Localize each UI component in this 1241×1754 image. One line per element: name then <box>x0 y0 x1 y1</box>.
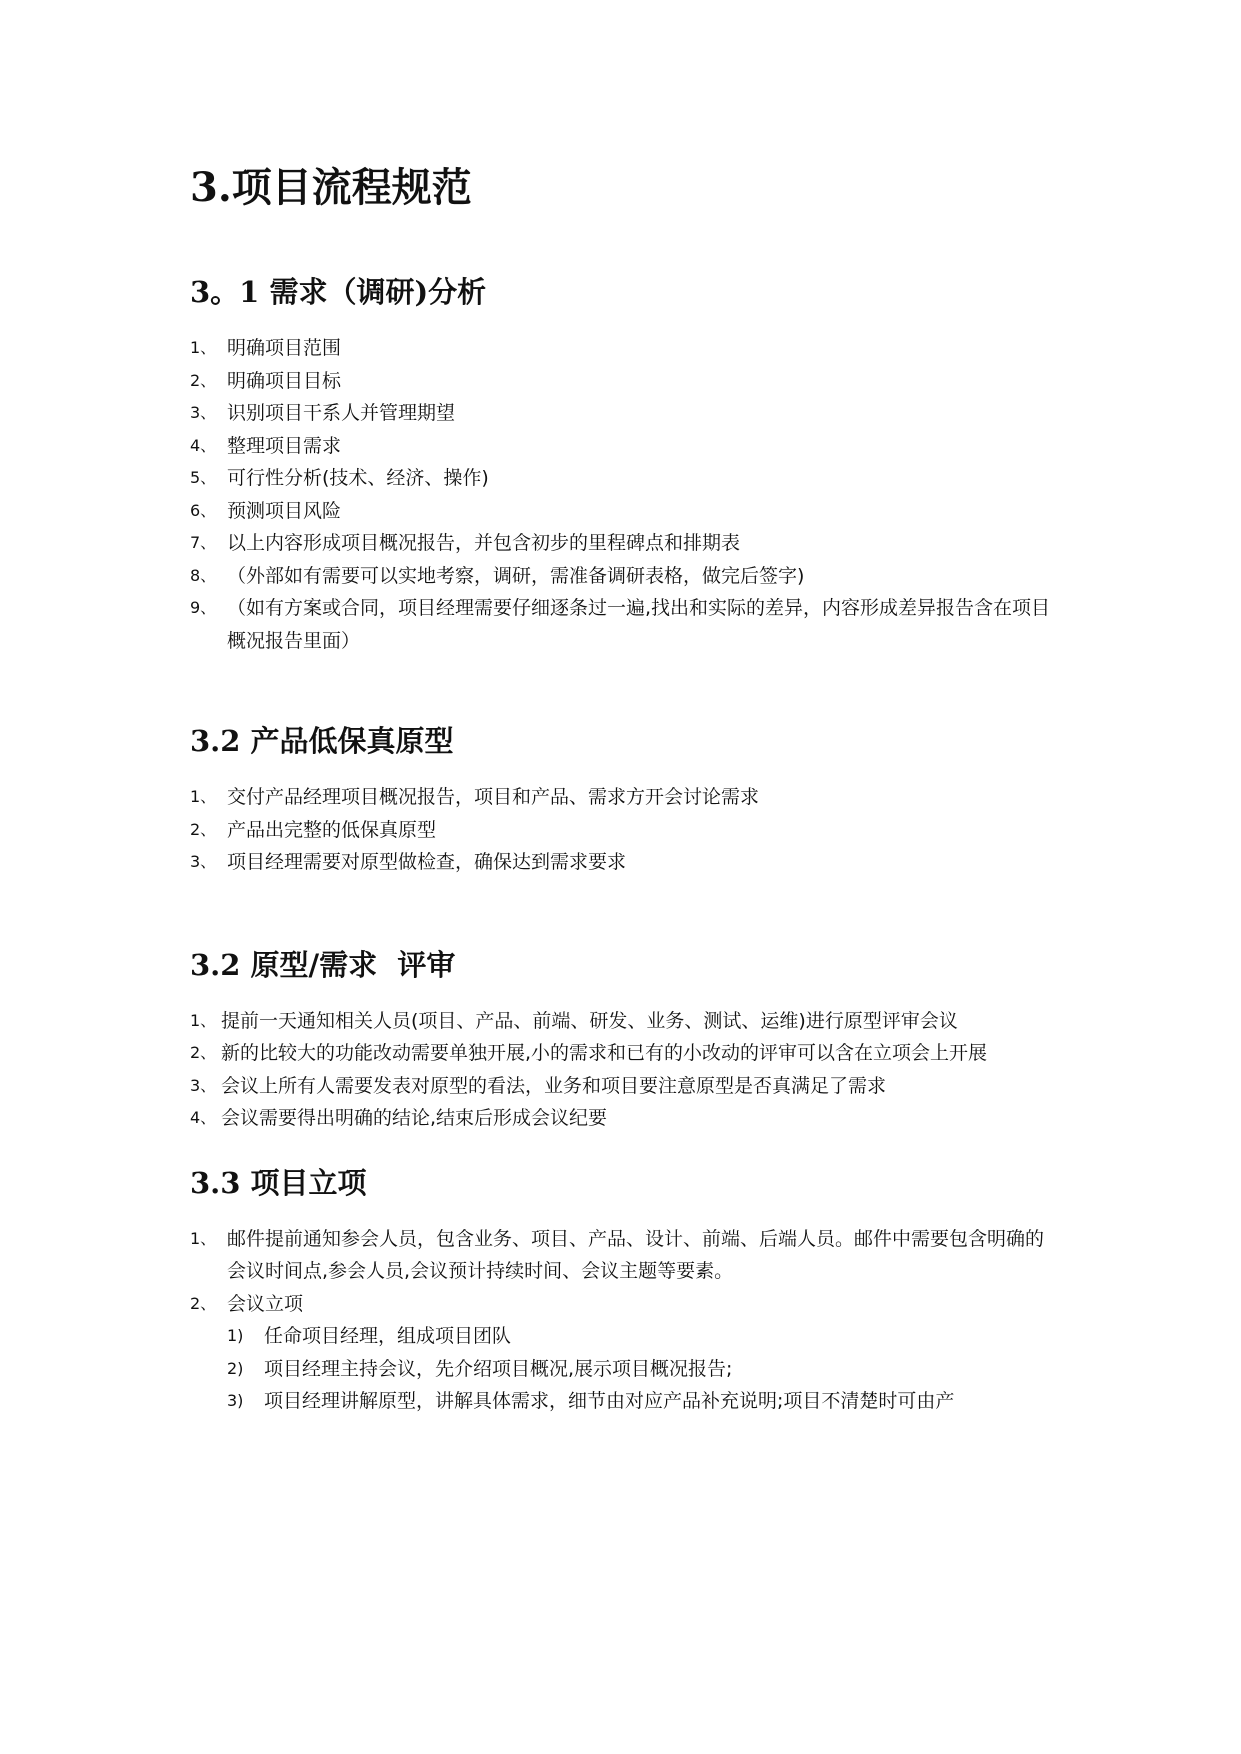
list-item <box>190 495 1060 528</box>
item-number: 2、 <box>190 370 217 390</box>
item-text: 整理项目需求 <box>227 434 342 457</box>
document-title: 3.项目流程规范 <box>190 164 472 211</box>
item-number: 3、 <box>190 1075 217 1095</box>
item-text: 会议立项 <box>227 1292 304 1315</box>
list-item <box>190 1288 1060 1321</box>
document-page <box>190 160 1060 1418</box>
item-text: 交付产品经理项目概况报告，项目和产品、需求方开会讨论需求 <box>227 786 760 808</box>
initiation-list <box>190 1223 1060 1418</box>
item-number: 1、 <box>190 1010 217 1030</box>
item-text: 明确项目范围 <box>227 337 342 359</box>
item-number: 1、 <box>190 787 217 806</box>
item-number: 8、 <box>190 565 217 585</box>
item-number: 4、 <box>190 435 217 455</box>
item-text: 项目经理需要对原型做检查，确保达到需求要求 <box>227 851 627 873</box>
item-number: 2、 <box>190 1043 217 1062</box>
subitem-text: 任命项目经理，组成项目团队 <box>264 1325 512 1347</box>
item-text: 预测项目风险 <box>227 499 342 522</box>
item-text: 识别项目干系人并管理期望 <box>227 402 456 424</box>
item-number: 2、 <box>190 819 217 839</box>
item-number: 3、 <box>190 852 217 871</box>
section-heading-requirements-analysis: 3。1 需求（调研)分析 <box>190 275 487 309</box>
review-list <box>190 1005 1060 1135</box>
list-item <box>190 1223 1060 1288</box>
subitem-text: 项目经理讲解原型，讲解具体需求，细节由对应产品补充说明;项目不清楚时可由产 <box>264 1390 955 1412</box>
item-text: （如有方案或合同，项目经理需要仔细逐条过一遍,找出和实际的差异，内容形成差异报告含在项目概况报告里面） <box>227 597 1051 652</box>
item-number: 1、 <box>190 1228 217 1248</box>
list-item <box>190 397 1060 430</box>
item-text: 邮件提前通知参会人员，包含业务、项目、产品、设计、前端、后端人员。邮件中需要包含明确的会议时间点,参会人员,会议预计持续时间、会议主题等要素。 <box>227 1227 1045 1282</box>
list-item <box>190 560 1060 593</box>
item-text: 提前一天通知相关人员(项目、产品、前端、研发、业务、测试、运维)进行原型评审会议 <box>221 1009 958 1032</box>
sub-list-item <box>190 1385 1060 1418</box>
subitem-number: 3) <box>227 1391 244 1410</box>
list-item <box>190 592 1060 657</box>
item-number: 6、 <box>190 500 217 520</box>
item-number: 9、 <box>190 598 217 617</box>
list-item <box>190 462 1060 495</box>
subitem-text: 项目经理主持会议，先介绍项目概况,展示项目概况报告; <box>264 1357 733 1380</box>
prototype-list <box>190 781 1060 879</box>
list-item <box>190 846 1060 879</box>
list-item <box>190 1037 1060 1070</box>
item-text: 会议需要得出明确的结论,结束后形成会议纪要 <box>221 1107 608 1129</box>
list-item <box>190 1102 1060 1135</box>
item-number: 3、 <box>190 403 217 422</box>
section-heading-prototype-review: 3.2 原型/需求 评审 <box>190 947 456 982</box>
item-text: 以上内容形成项目概况报告，并包含初步的里程碑点和排期表 <box>227 532 741 554</box>
section-heading-project-initiation: 3.3 项目立项 <box>190 1165 367 1200</box>
item-number: 4、 <box>190 1108 217 1127</box>
list-item <box>190 365 1060 398</box>
list-item <box>190 332 1060 365</box>
section-heading-low-fidelity-prototype: 3.2 产品低保真原型 <box>190 724 454 758</box>
list-item <box>190 1070 1060 1103</box>
list-item <box>190 1005 1060 1038</box>
item-number: 7、 <box>190 533 217 552</box>
item-text: 可行性分析(技术、经济、操作) <box>227 467 489 489</box>
item-text: 新的比较大的功能改动需要单独开展,小的需求和已有的小改动的评审可以含在立项会上开展 <box>221 1042 988 1064</box>
subitem-number: 1) <box>227 1326 244 1345</box>
subitem-number: 2) <box>227 1358 244 1378</box>
item-text: 明确项目目标 <box>227 369 342 392</box>
sub-list-item <box>190 1320 1060 1353</box>
item-text: （外部如有需要可以实地考察，调研，需准备调研表格，做完后签字) <box>227 564 805 587</box>
item-number: 5、 <box>190 468 217 487</box>
list-item <box>190 814 1060 847</box>
sub-list-item <box>190 1353 1060 1386</box>
list-item <box>190 430 1060 463</box>
item-number: 2、 <box>190 1293 217 1313</box>
requirements-analysis-list <box>190 332 1060 657</box>
item-text: 产品出完整的低保真原型 <box>227 818 437 841</box>
list-item <box>190 781 1060 814</box>
item-number: 1、 <box>190 338 217 357</box>
item-text: 会议上所有人需要发表对原型的看法，业务和项目要注意原型是否真满足了需求 <box>221 1074 887 1097</box>
list-item <box>190 527 1060 560</box>
